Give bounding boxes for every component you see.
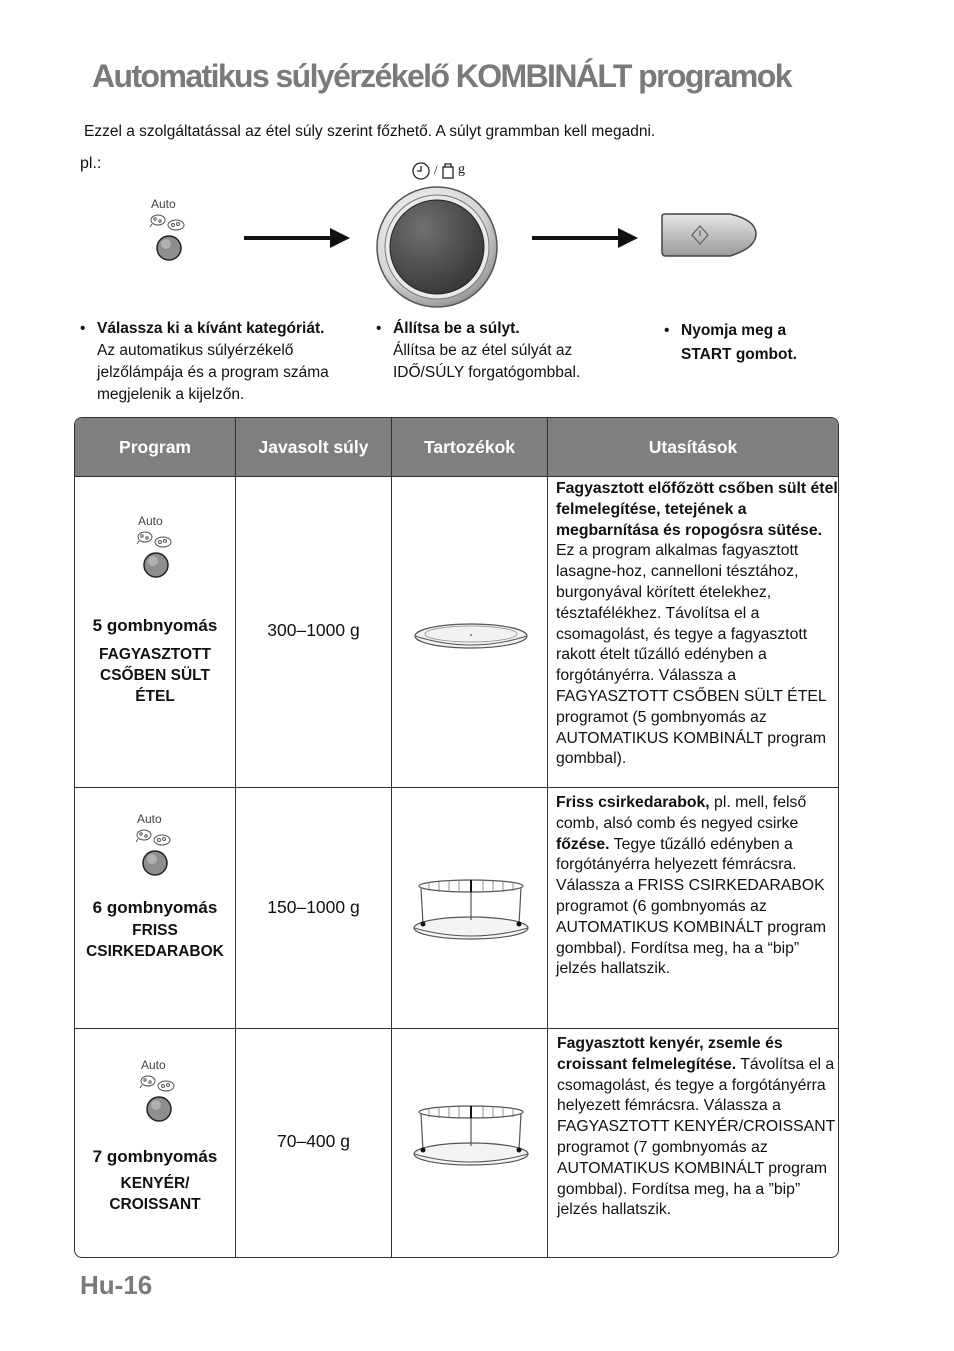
arrow-right-icon — [244, 236, 332, 240]
auto-label: Auto — [138, 514, 163, 528]
step-2-title: Állítsa be a súlyt. — [393, 320, 520, 337]
instructions-bold: Friss csirkedarabok, — [556, 794, 710, 811]
step-3-line: START gombot. — [681, 346, 797, 363]
row-program-name — [75, 644, 235, 707]
header-program: Program — [119, 436, 191, 457]
dial-label-slash: / — [434, 162, 438, 177]
instructions-text: Távolítsa el a csomagolást, és tegye a forgótányérra helyezett fémrácsra. Válassza a FAGYASZTOTT KENYÉR/CROISSANT programot (7 gombnyomás az AUTOMATIKUS KOMBINÁLT program gombbal). Fordítsa meg, ha a ”bip” jelzés hallatszik. — [557, 1055, 835, 1219]
step-2-line: Állítsa be az étel súlyát az — [393, 342, 573, 359]
step-1-line: Az automatikus súlyérzékelő — [97, 342, 294, 359]
row-weight: 150–1000 g — [267, 897, 360, 917]
row-program-name — [75, 920, 235, 962]
row-program-name-line: CSŐBEN SÜLT — [100, 667, 210, 684]
row-program-name-line: FRISS — [132, 922, 178, 939]
auto-combi-button-icon — [135, 529, 180, 579]
auto-label: Auto — [141, 1058, 166, 1072]
instructions-bold: Fagyasztott kenyér, zsemle és croissant felmelegítése. — [557, 1035, 783, 1073]
row-presses: 5 gombnyomás — [92, 616, 218, 635]
row-instructions — [556, 793, 838, 980]
row-program-name — [75, 1173, 235, 1215]
row-presses: 6 gombnyomás — [92, 898, 218, 917]
intro-text: Ezzel a szolgáltatással az étel súly szerint főzhető. A súlyt grammban kell megadni. — [84, 123, 656, 140]
start-button[interactable] — [660, 212, 760, 260]
row-program-name-line: CROISSANT — [109, 1196, 201, 1213]
row-instructions — [557, 1034, 839, 1221]
row-program-name-line: CSIRKEDARABOK — [86, 943, 224, 960]
step-2: • Állítsa be a súlyt. Állítsa be az étel súlyát az IDŐ/SÚLY forgatógombbal. — [393, 318, 580, 384]
row-instructions — [556, 479, 838, 770]
row-weight: 70–400 g — [277, 1131, 350, 1151]
arrow-right-icon — [532, 236, 620, 240]
auto-combi-button-icon — [134, 827, 179, 877]
row-presses: 7 gombnyomás — [92, 1147, 218, 1166]
auto-combi-button-icon — [148, 212, 193, 262]
page-title: Automatikus súlyérzékelő KOMBINÁLT programok — [92, 58, 791, 94]
page-number: Hu-16 — [80, 1270, 153, 1300]
step-2-line: IDŐ/SÚLY forgatógombbal. — [393, 364, 581, 381]
step-1-title: Válassza ki a kívánt kategóriát. — [97, 320, 325, 337]
step-1: • Válassza ki a kívánt kategóriát. Az automatikus súlyérzékelő jelzőlámpája és a program száma megjelenik a kijelzőn. — [97, 318, 329, 406]
time-weight-dial[interactable] — [375, 185, 499, 309]
example-label: pl.: — [80, 155, 102, 172]
step-3: • Nyomja meg a START gombot. — [681, 319, 797, 367]
row-program-name-line: ÉTEL — [135, 688, 175, 705]
auto-combi-button-icon — [138, 1073, 183, 1123]
instructions-bold: Fagyasztott előfőzött csőben sült étel felmelegítése, tetejének a megbarnítása és ropogósra sütése. — [556, 480, 838, 539]
turntable-icon — [413, 618, 529, 654]
row-program-name-line: KENYÉR/ — [120, 1175, 190, 1192]
step-1-line: megjelenik a kijelzőn. — [97, 386, 245, 403]
instructions-text: Ez a program alkalmas fagyasztott lasagne-hoz, cannelloni tésztához, burgonyával körített ételekhez, tésztafélékhez. Távolítsa el a csomagolást, és tegye a fagyasztott rakott ételt tűzálló edényben a forgótányérra. Válassza a FAGYASZTOTT CSŐBEN SÜLT ÉTEL programot (5 gombnyomás az AUTOMATIKUS KOMBINÁLT program gombbal). — [556, 542, 827, 768]
program-table — [74, 417, 839, 1258]
instructions-text: Tegye tűzálló edényben a forgótányérra helyezett fémrácsra. Válassza a FRISS CSIRKEDARABOK programot (6 gombnyomás az AUTOMATIKUS KOMBINÁLT program gombbal). Fordítsa meg, ha a “bip” jelzés hallatszik. — [556, 835, 827, 978]
rack-icon — [411, 876, 531, 942]
header-weight: Javasolt súly — [258, 436, 369, 457]
step-1-line: jelzőlámpája és a program száma — [97, 364, 329, 381]
auto-label: Auto — [151, 197, 176, 211]
row-weight: 300–1000 g — [267, 620, 360, 640]
rack-icon — [411, 1102, 531, 1168]
header-instructions: Utasítások — [648, 436, 738, 457]
row-program-name-line: FAGYASZTOTT — [99, 646, 211, 663]
step-3-line: Nyomja meg a — [681, 322, 787, 339]
auto-label: Auto — [137, 812, 162, 826]
dial-label-g: g — [458, 162, 465, 177]
instructions-bold: főzése. — [556, 835, 610, 853]
instructions-text: pl. mell, felső comb, alsó comb és negyed csirke — [556, 794, 807, 832]
header-accessories: Tartozékok — [423, 436, 516, 457]
